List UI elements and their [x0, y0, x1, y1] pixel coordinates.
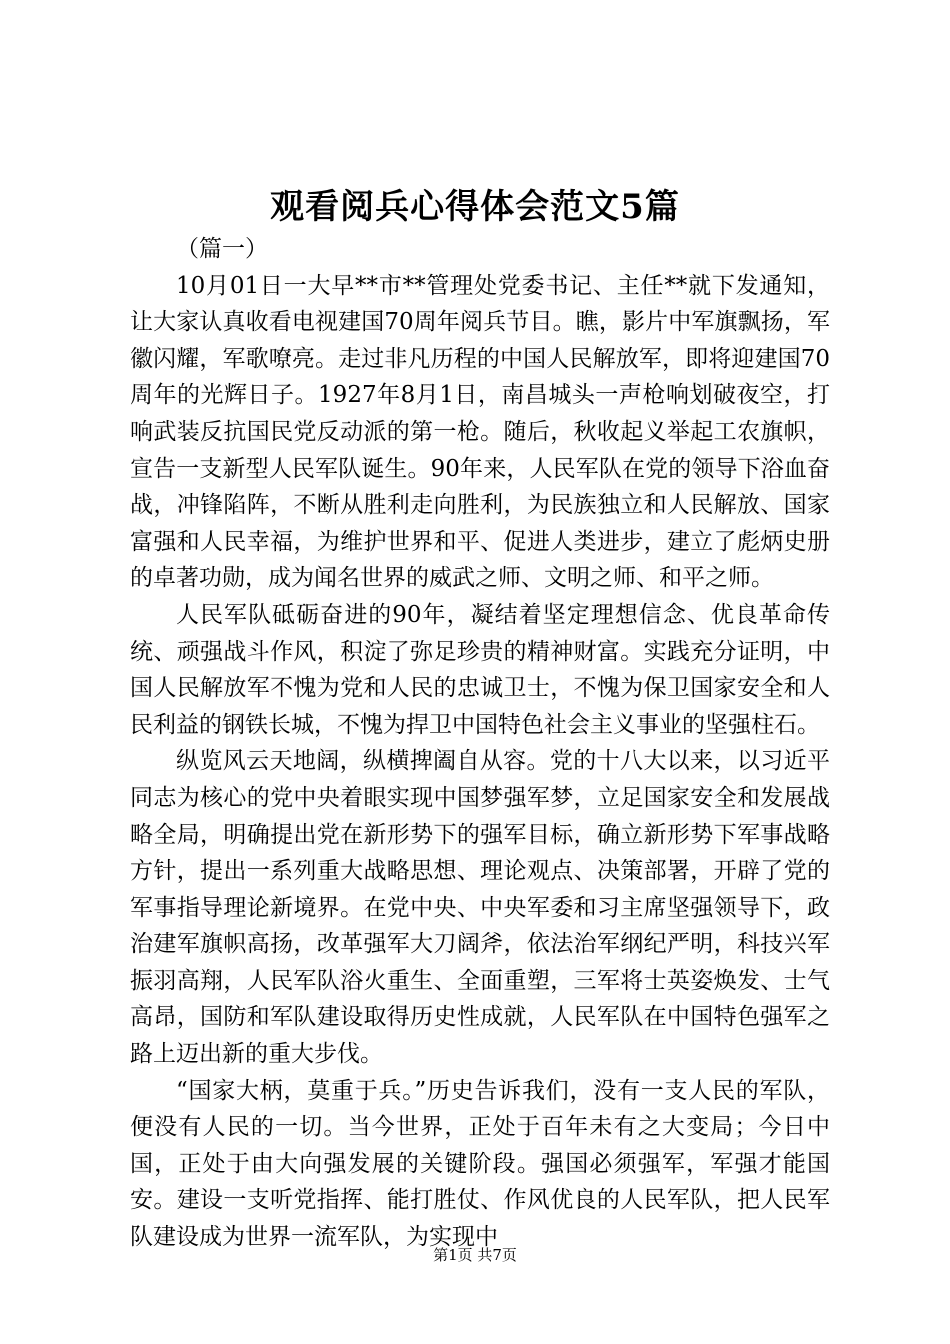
paragraph-2: 人民军队砥砺奋进的90年，凝结着坚定理想信念、优良革命传统、顽强战斗作风，积淀了弥足珍贵的精神财富。实践充分证明，中国人民解放军不愧为党和人民的忠诚卫士，不愧为保卫国家安全和人民利益的钢铁长城，不愧为捍卫中国特色社会主义事业的坚强柱石。 — [130, 601, 830, 738]
page-indicator: 第1页 共7页 — [433, 1246, 517, 1264]
paragraph-1: 10月01日一大早**市**管理处党委书记、主任**就下发通知，让大家认真收看电视建国70周年阅兵节目。瞧，影片中军旗飘扬，军徽闪耀，军歌嘹亮。走过非凡历程的中国人民解放军，即将迎建国70周年的光辉日子。1927年8月1日，南昌城头一声枪响划破夜空，打响武装反抗国民党反动派的第一枪。随后，秋收起义举起工农旗帜，宣告一支新型人民军队诞生。90年来，人民军队在党的领导下浴血奋战，冲锋陷阵，不断从胜利走向胜利，为民族独立和人民解放、国家富强和人民幸福，为维护世界和平、促进人类进步，建立了彪炳史册的卓著功勋，成为闻名世界的威武之师、文明之师、和平之师。 — [130, 272, 830, 592]
section-label: （篇一） — [176, 236, 268, 262]
page-title: 观看阅兵心得体会范文5篇 — [270, 187, 680, 227]
paragraph-3: 纵览风云天地阔，纵横捭阖自从容。党的十八大以来，以习近平同志为核心的党中央着眼实现中国梦强军梦，立足国家安全和发展战略全局，明确提出党在新形势下的强军目标，确立新形势下军事战略方针，提出一系列重大战略思想、理论观点、决策部署，开辟了党的军事指导理论新境界。在党中央、中央军委和习主席坚强领导下，政治建军旗帜高扬，改革强军大刀阔斧，依法治军纲纪严明，科技兴军振羽高翔，人民军队浴火重生、全面重塑，三军将士英姿焕发、士气高昂，国防和军队建设取得历史性成就，人民军队在中国特色强军之路上迈出新的重大步伐。 — [130, 748, 830, 1068]
paragraph-4: “国家大柄，莫重于兵。”历史告诉我们，没有一支人民的军队，便没有人民的一切。当今世界，正处于百年未有之大变局；今日中国，正处于由大向强发展的关键阶段。强国必须强军，军强才能国安。建设一支听党指挥、能打胜仗、作风优良的人民军队，把人民军队建设成为世界一流军队，为实现中 — [130, 1077, 830, 1251]
page-footer — [0, 1245, 950, 1265]
document-body — [130, 231, 830, 1256]
